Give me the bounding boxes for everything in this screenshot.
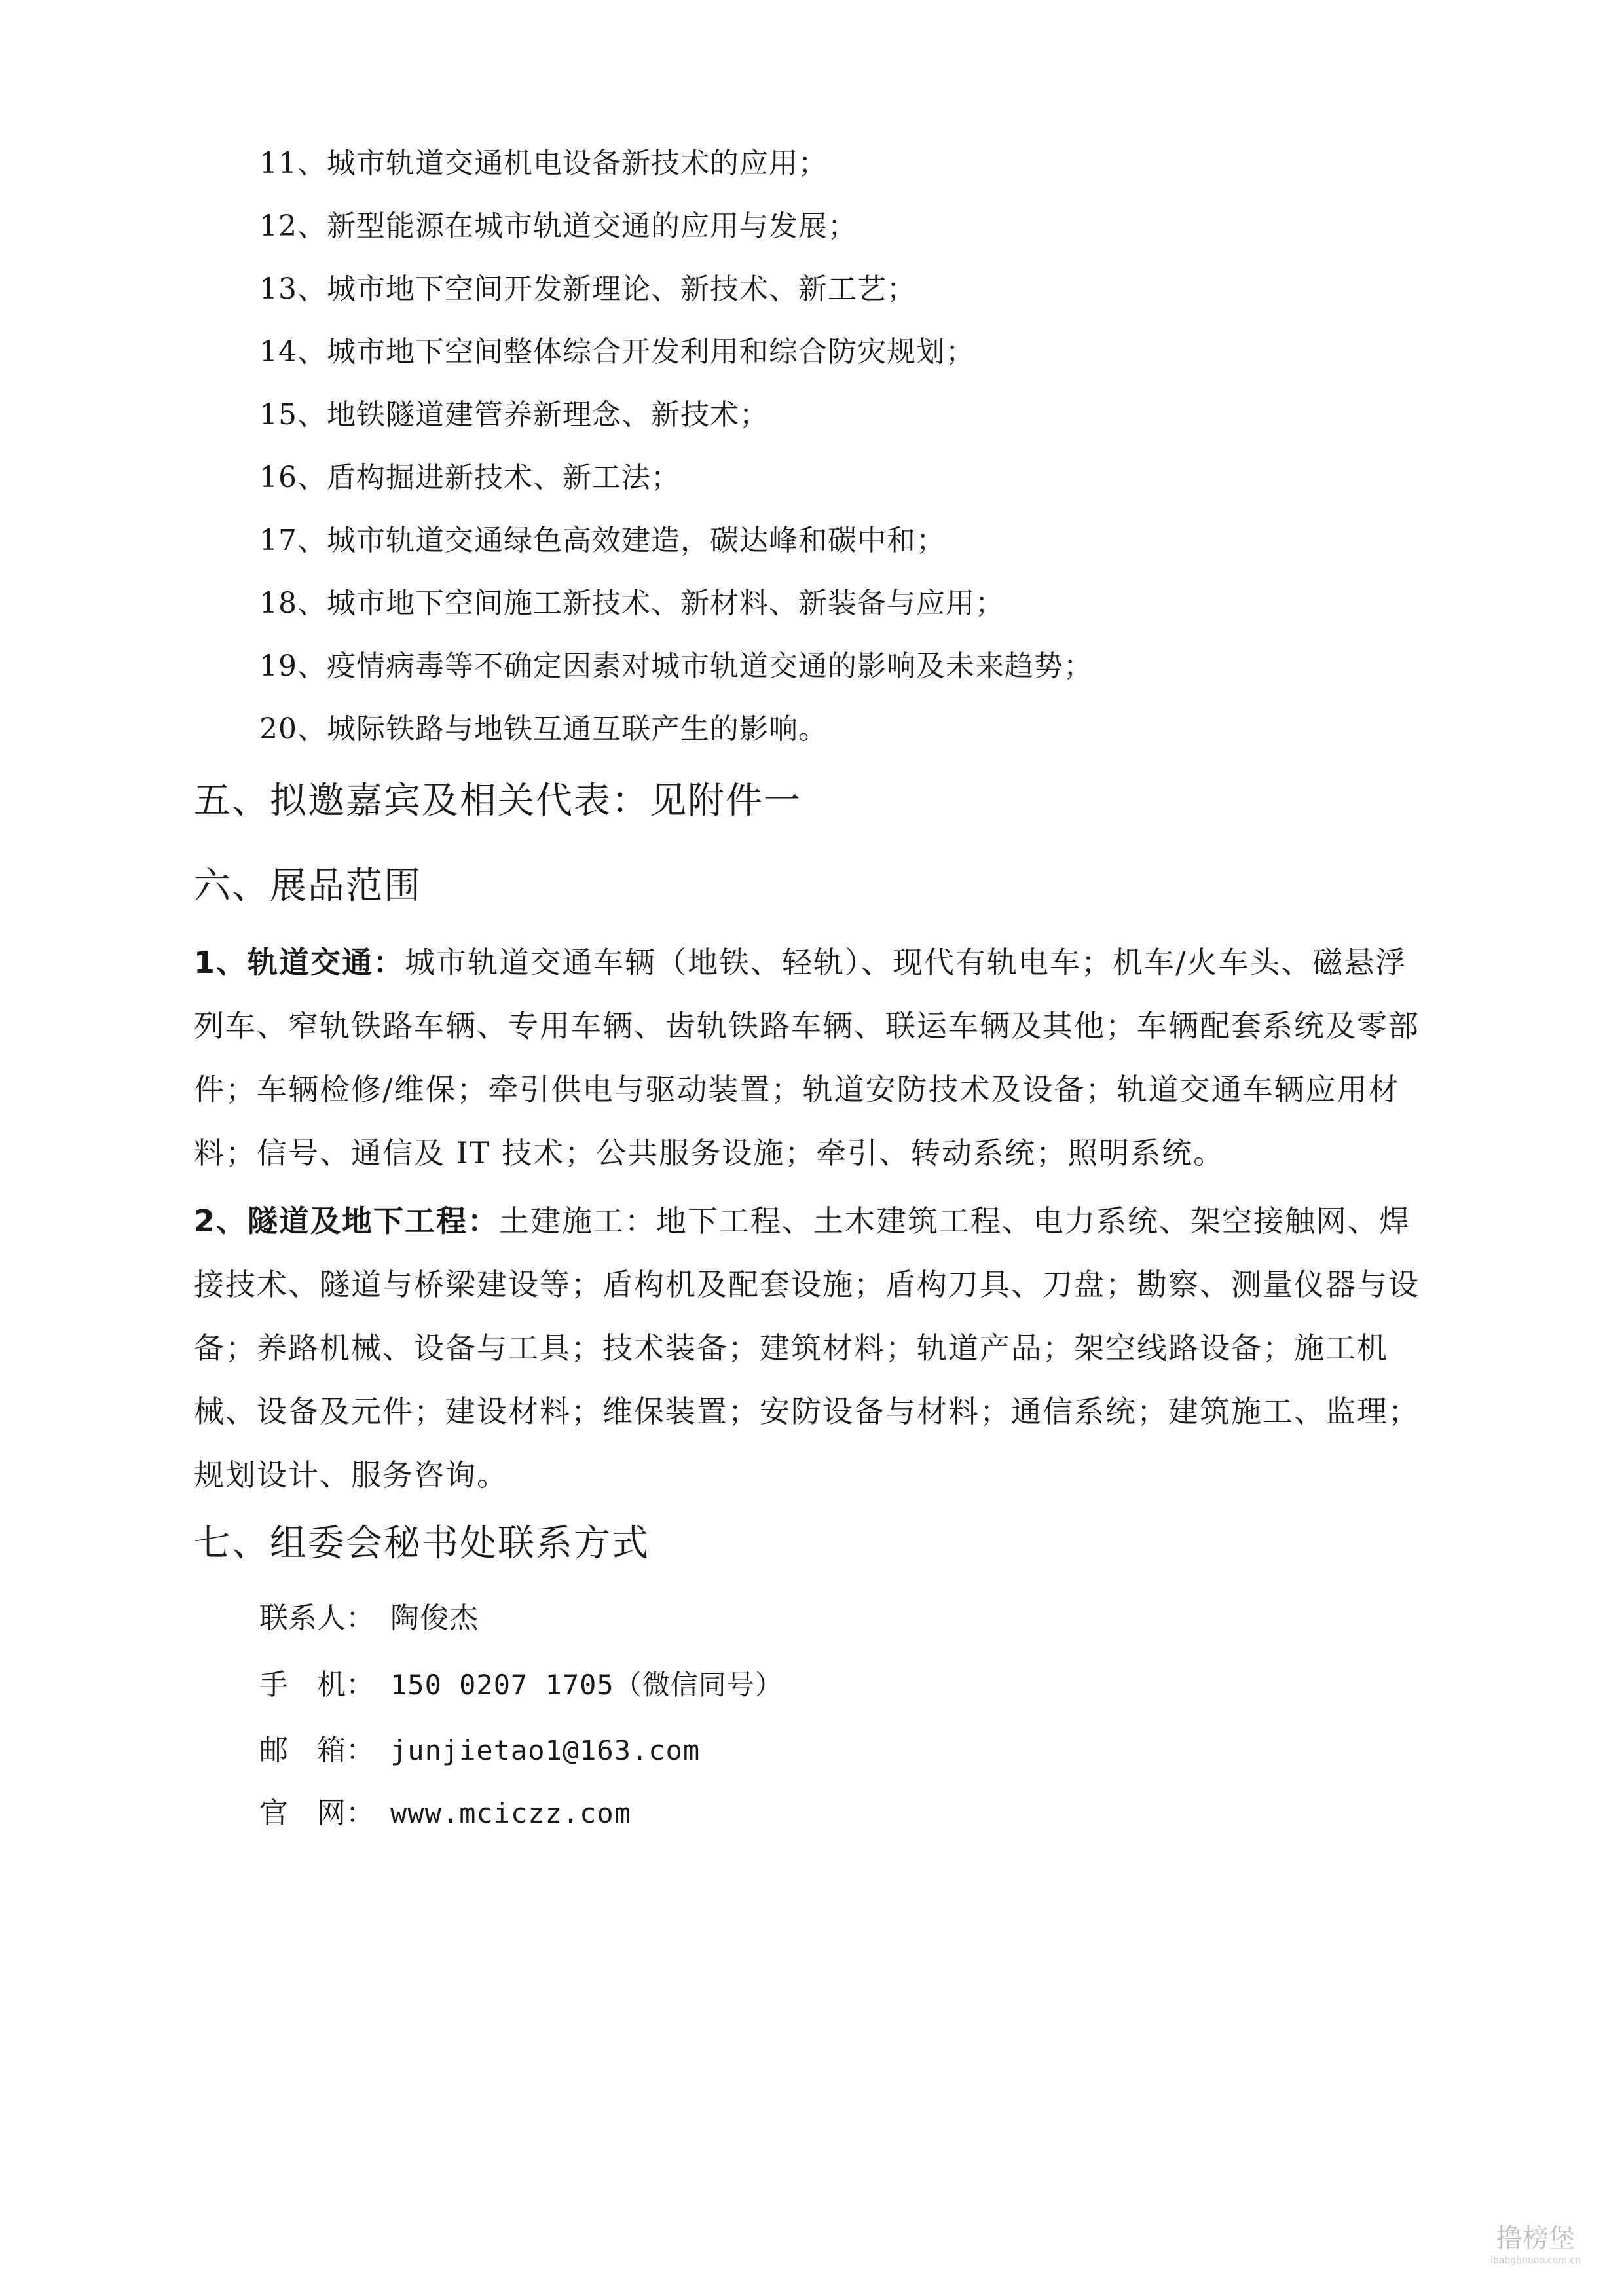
section-heading-guests: 五、拟邀嘉宾及相关代表：见附件一 [194, 780, 802, 822]
contact-person-row [259, 1599, 479, 1638]
topic-item: 19、疫情病毒等不确定因素对城市轨道交通的影响及未来趋势； [259, 649, 1093, 683]
contact-phone-row [259, 1666, 783, 1705]
section-heading-contact: 七、组委会秘书处联系方式 [194, 1522, 650, 1565]
exhibit-paragraph-rail [194, 931, 1438, 1185]
exhibit-category-text: 城市轨道交通车辆（地铁、轻轨）、现代有轨电车；机车/火车头、磁悬浮列车、窄轨铁路车辆、专用车辆、齿轨铁路车辆、联运车辆及其他；车辆配套系统及零部件；车辆检修/维保；牵引供电与驱动装置；轨道安防技术及设备；轨道交通车辆应用材料；信号、通信及 IT 技术；公共服务设施；牵引、转动系统；照明系统。 [194, 945, 1420, 1171]
topic-item: 15、地铁隧道建管养新理念、新技术； [259, 398, 769, 431]
contact-label: 手 机： [259, 1668, 375, 1702]
contact-email-link[interactable]: junjietao1@163.com [390, 1734, 701, 1766]
topic-item: 11、城市轨道交通机电设备新技术的应用； [259, 147, 828, 180]
topic-item: 20、城际铁路与地铁互通互联产生的影响。 [259, 712, 828, 746]
contact-label: 联系人： [259, 1601, 375, 1635]
contact-website-link[interactable]: www.mciczz.com [390, 1797, 632, 1829]
contact-label: 官 网： [259, 1796, 375, 1830]
contact-label: 邮 箱： [259, 1734, 375, 1767]
contact-website-row [259, 1794, 631, 1833]
topic-item: 12、新型能源在城市轨道交通的应用与发展； [259, 210, 857, 243]
watermark-logo [1473, 2217, 1598, 2276]
topic-item: 14、城市地下空间整体综合开发利用和综合防灾规划； [259, 335, 975, 369]
exhibit-category-text: 土建施工：地下工程、土木建筑工程、电力系统、架空接触网、焊接技术、隧道与桥梁建设等；盾构机及配套设施；盾构刀具、刀盘；勘察、测量仪器与设备；养路机械、设备与工具；技术装备；建筑材料；轨道产品；架空线路设备；施工机械、设备及元件；建设材料；维保装置；安防设备与材料；通信系统；建筑施工、监理；规划设计、服务咨询。 [194, 1203, 1420, 1493]
exhibit-category-label: 2、隧道及地下工程： [194, 1203, 500, 1239]
topic-item: 13、城市地下空间开发新理论、新技术、新工艺； [259, 272, 916, 306]
contact-value: 150 0207 1705（微信同号） [390, 1669, 783, 1701]
exhibit-paragraph-tunnel [194, 1190, 1438, 1507]
contact-value: 陶俊杰 [390, 1601, 479, 1635]
watermark-text: 撸榜堡 [1496, 2223, 1575, 2253]
topic-item: 16、盾构掘进新技术、新工法； [259, 461, 680, 494]
exhibit-category-label: 1、轨道交通： [194, 945, 405, 980]
section-heading-exhibits: 六、展品范围 [194, 865, 422, 907]
contact-email-row [259, 1731, 700, 1770]
topic-item: 17、城市轨道交通绿色高效建造，碳达峰和碳中和； [259, 524, 946, 557]
topic-item: 18、城市地下空间施工新技术、新材料、新装备与应用； [259, 587, 1005, 620]
watermark-subtext: lbabgbnuoo.com.cn [1490, 2255, 1581, 2266]
